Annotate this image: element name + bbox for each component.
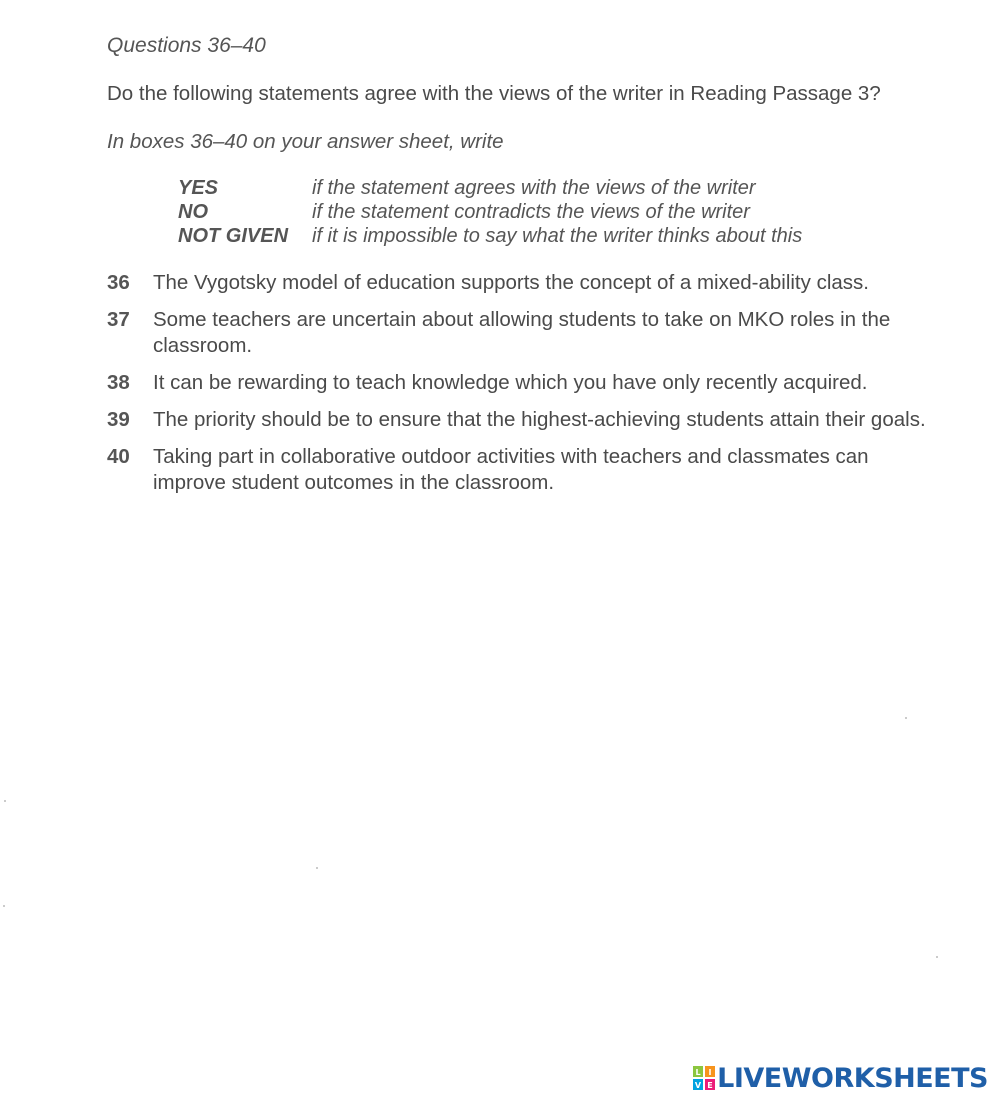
- scan-speck: [316, 867, 318, 869]
- key-row-yes: [178, 176, 802, 200]
- liveworksheets-brand: [693, 1063, 988, 1093]
- svg-text:L: L: [695, 1068, 701, 1077]
- question-item: [107, 407, 937, 433]
- scan-speck: [936, 956, 938, 958]
- svg-text:I: I: [708, 1068, 712, 1077]
- key-term: NOT GIVEN: [178, 225, 289, 247]
- question-item: [107, 444, 937, 496]
- question-number: 39: [107, 408, 130, 431]
- svg-text:V: V: [695, 1081, 702, 1090]
- key-term: NO: [178, 201, 208, 223]
- key-definition: if it is impossible to say what the writer thinks about this: [312, 225, 803, 247]
- svg-text:E: E: [707, 1081, 713, 1090]
- instruction-text: Do the following statements agree with the views of the writer in Reading Passage 3?: [107, 82, 881, 105]
- question-item: [107, 270, 937, 296]
- key-row-no: [178, 200, 802, 224]
- scan-speck: [3, 905, 5, 907]
- question-text: The priority should be to ensure that the highest-achieving students attain their goals.: [153, 408, 926, 431]
- question-number: 37: [107, 308, 130, 331]
- question-list: [107, 270, 937, 507]
- question-text: The Vygotsky model of education supports the concept of a mixed-ability class.: [153, 271, 869, 294]
- question-item: [107, 370, 937, 396]
- key-definition: if the statement agrees with the views of the writer: [312, 177, 756, 199]
- brand-name: LIVEWORKSHEETS: [717, 1062, 988, 1094]
- liveworksheets-logo-icon: [693, 1066, 715, 1090]
- question-text: Some teachers are uncertain about allowing students to take on MKO roles in the classroom.: [153, 308, 891, 357]
- question-text: It can be rewarding to teach knowledge which you have only recently acquired.: [153, 371, 868, 394]
- scan-speck: [4, 800, 6, 802]
- question-item: [107, 307, 937, 359]
- key-row-not-given: [178, 224, 802, 248]
- answer-sheet-instruction: In boxes 36–40 on your answer sheet, write: [107, 130, 504, 153]
- key-term: YES: [178, 177, 219, 199]
- question-number: 36: [107, 271, 130, 294]
- question-number: 40: [107, 445, 130, 468]
- question-text: Taking part in collaborative outdoor activities with teachers and classmates can improve student outcomes in the classroom.: [153, 445, 869, 494]
- answer-key-legend: [178, 176, 802, 248]
- key-definition: if the statement contradicts the views of the writer: [312, 201, 750, 223]
- question-number: 38: [107, 371, 130, 394]
- section-heading: Questions 36–40: [107, 34, 266, 57]
- scan-speck: [905, 717, 907, 719]
